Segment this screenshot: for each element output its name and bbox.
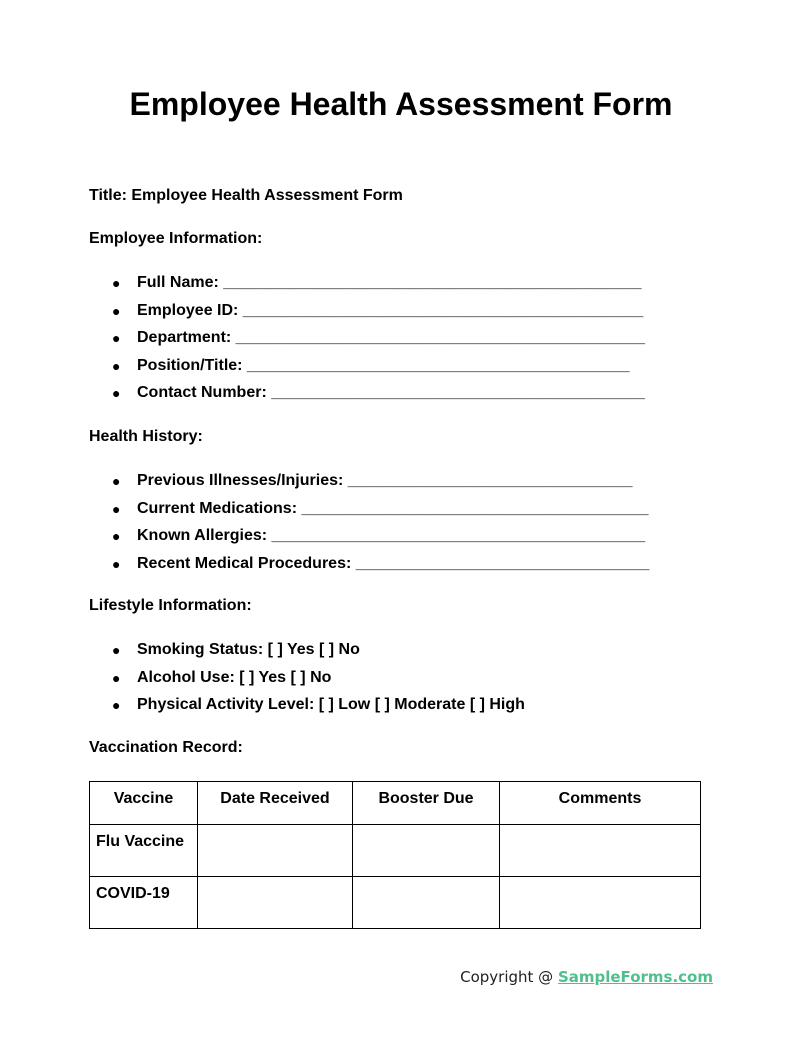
column-header: Booster Due — [353, 782, 500, 825]
copyright-text: Copyright @ — [460, 968, 558, 986]
column-header: Vaccine — [90, 782, 198, 825]
column-header: Date Received — [198, 782, 353, 825]
table-cell[interactable] — [500, 825, 701, 877]
table-cell: Flu Vaccine — [90, 825, 198, 877]
table-cell[interactable] — [198, 877, 353, 929]
health-history-list — [89, 471, 649, 581]
field-smoking-status[interactable]: ● Smoking Status: [ ] Yes [ ] No — [89, 640, 525, 668]
lifestyle-list — [89, 640, 525, 723]
table-row — [90, 877, 701, 929]
column-header: Comments — [500, 782, 701, 825]
field-department[interactable]: ● Department: ______________________________________________ — [89, 328, 645, 356]
employee-info-list — [89, 273, 645, 411]
vaccination-heading: Vaccination Record: — [89, 739, 243, 756]
field-alcohol-use[interactable]: ● Alcohol Use: [ ] Yes [ ] No — [89, 668, 525, 696]
field-current-medications[interactable]: ● Current Medications: _______________________________________ — [89, 499, 649, 527]
table-cell[interactable] — [353, 825, 500, 877]
lifestyle-heading: Lifestyle Information: — [89, 597, 252, 614]
title-line: Title: Employee Health Assessment Form — [89, 187, 403, 204]
field-full-name[interactable]: ● Full Name: _______________________________________________ — [89, 273, 645, 301]
page-title: Employee Health Assessment Form — [129, 86, 673, 122]
field-recent-procedures[interactable]: ● Recent Medical Procedures: _________________________________ — [89, 554, 649, 582]
table-cell[interactable] — [198, 825, 353, 877]
field-employee-id[interactable]: ● Employee ID: _____________________________________________ — [89, 301, 645, 329]
field-activity-level[interactable]: ● Physical Activity Level: [ ] Low [ ] Moderate [ ] High — [89, 695, 525, 723]
table-cell[interactable] — [353, 877, 500, 929]
field-previous-illnesses[interactable]: ● Previous Illnesses/Injuries: ________________________________ — [89, 471, 649, 499]
copyright-footer — [460, 968, 713, 986]
vaccination-table — [89, 781, 701, 929]
field-contact-number[interactable]: ● Contact Number: __________________________________________ — [89, 383, 645, 411]
table-header-row — [90, 782, 701, 825]
employee-info-heading: Employee Information: — [89, 230, 263, 247]
sampleforms-link[interactable]: SampleForms.com — [557, 968, 713, 986]
field-position[interactable]: ● Position/Title: ___________________________________________ — [89, 356, 645, 384]
health-history-heading: Health History: — [89, 428, 203, 445]
field-known-allergies[interactable]: ● Known Allergies: __________________________________________ — [89, 526, 649, 554]
table-cell: COVID-19 — [90, 877, 198, 929]
table-cell[interactable] — [500, 877, 701, 929]
table-row — [90, 825, 701, 877]
